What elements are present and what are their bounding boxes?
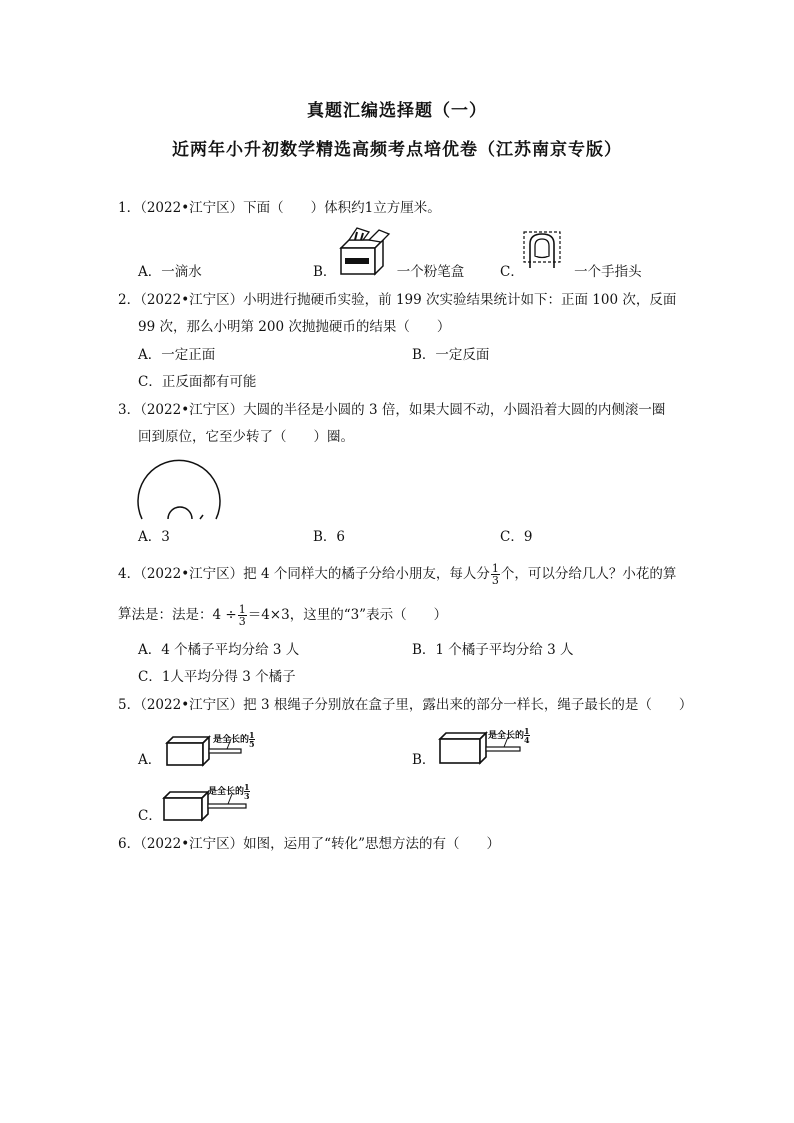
question-number: 4． bbox=[118, 566, 141, 582]
question-1 bbox=[118, 198, 441, 218]
question-text: 算 bbox=[118, 606, 132, 622]
fraction-numerator: 1 bbox=[249, 730, 255, 740]
q4-option-c[interactable]: C．1人平均分得 3 个橘子 bbox=[138, 669, 296, 685]
option-text: 一个手指头 bbox=[574, 264, 642, 280]
question-3 bbox=[118, 400, 665, 420]
label-text: 是全长的 bbox=[208, 787, 245, 797]
option-letter: C． bbox=[500, 264, 524, 280]
option-text: 一个粉笔盒 bbox=[396, 264, 465, 280]
question-number: 1． bbox=[118, 200, 141, 216]
option-letter: A． bbox=[138, 752, 162, 768]
question-text: 把 3 根绳子分别放在盒子里，露出来的部分一样长，绳子最长的是（ ） bbox=[243, 697, 693, 713]
question-text: 法是：4 ÷ bbox=[172, 607, 237, 623]
question-source: （2022•江宁区） bbox=[140, 402, 244, 418]
q1-option-c[interactable] bbox=[500, 262, 642, 282]
label-text: 是全长的 bbox=[488, 731, 525, 741]
question-text: 下面（ ）体积约1立方厘米。 bbox=[243, 200, 441, 216]
q3-option-b[interactable]: B．6 bbox=[313, 529, 346, 545]
q1-option-b[interactable] bbox=[313, 262, 464, 282]
q3-option-a[interactable]: A．3 bbox=[138, 529, 170, 545]
question-text: ＝4×3，这里的“3”表示（ ） bbox=[247, 607, 448, 623]
question-2-line2: 99 次，那么小明第 200 次抛抛硬币的结果（ ） bbox=[138, 319, 451, 335]
fraction-numerator: 1 bbox=[524, 726, 530, 736]
q5-option-c[interactable] bbox=[138, 806, 162, 826]
fraction bbox=[491, 563, 500, 586]
fraction-denominator: 5 bbox=[249, 739, 255, 749]
fraction bbox=[249, 731, 255, 748]
question-text: 把 4 个同样大的橘子分给小朋友，每人分 bbox=[243, 566, 490, 582]
question-5 bbox=[118, 695, 692, 715]
question-source: （2022•江宁区） bbox=[140, 836, 244, 852]
fraction bbox=[244, 783, 250, 800]
question-4-line2-body bbox=[118, 604, 447, 627]
fraction bbox=[238, 604, 247, 627]
option-letter: B． bbox=[412, 752, 436, 768]
option-letter: B． bbox=[313, 264, 337, 280]
question-number: 2． bbox=[118, 292, 141, 308]
page-subtitle: 近两年小升初数学精选高频考点培优卷（江苏南京专版） bbox=[172, 140, 622, 160]
fingertip-illustration bbox=[518, 228, 566, 272]
q2-option-b[interactable]: B．一定反面 bbox=[412, 347, 490, 363]
question-6 bbox=[118, 834, 500, 854]
fraction-denominator: 3 bbox=[491, 574, 499, 587]
fraction-numerator: 1 bbox=[491, 562, 499, 575]
option-letter: C． bbox=[138, 808, 162, 824]
question-4 bbox=[118, 563, 676, 586]
q1-option-a[interactable]: A．一滴水 bbox=[138, 264, 202, 280]
question-source: （2022•江宁区） bbox=[140, 697, 244, 713]
chalk-box-illustration bbox=[335, 226, 393, 278]
label-text: 是全长的 bbox=[213, 735, 250, 745]
question-number: 6． bbox=[118, 836, 141, 852]
question-text: 如图，运用了“转化”思想方法的有（ ） bbox=[243, 836, 500, 852]
question-number: 5． bbox=[118, 697, 141, 713]
fraction-numerator: 1 bbox=[244, 782, 250, 792]
q2-option-a[interactable]: A．一定正面 bbox=[138, 347, 216, 363]
q5-option-b[interactable] bbox=[412, 750, 435, 770]
question-number: 3． bbox=[118, 402, 141, 418]
question-source: （2022•江宁区） bbox=[140, 566, 244, 582]
question-3-line2: 回到原位，它至少转了（ ）圈。 bbox=[138, 429, 354, 445]
fraction-denominator: 4 bbox=[524, 735, 530, 745]
fraction bbox=[524, 727, 530, 744]
q3-option-c[interactable]: C．9 bbox=[500, 529, 533, 545]
circles-diagram bbox=[134, 455, 224, 521]
q4-option-b[interactable]: B．1 个橘子平均分给 3 人 bbox=[412, 642, 574, 658]
q4-option-a[interactable]: A．4 个橘子平均分给 3 人 bbox=[138, 642, 300, 658]
fraction-denominator: 3 bbox=[244, 791, 250, 801]
q5-option-a[interactable] bbox=[138, 750, 161, 770]
question-2 bbox=[118, 290, 676, 310]
question-text: 小明进行抛硬币实验，前 199 次实验结果统计如下：正面 100 次，反面 bbox=[243, 292, 677, 308]
q2-option-c[interactable]: C．正反面都有可能 bbox=[138, 374, 257, 390]
question-text: 大圆的半径是小圆的 3 倍，如果大圆不动，小圆沿着大圆的内侧滚一圈 bbox=[243, 402, 666, 418]
rope-c-label bbox=[208, 783, 250, 800]
page-title: 真题汇编选择题（一） bbox=[307, 101, 487, 121]
rope-a-label bbox=[213, 731, 255, 748]
question-text: 个，可以分给几人？小花的算 bbox=[500, 566, 677, 582]
rope-b-label bbox=[488, 727, 530, 744]
fraction-numerator: 1 bbox=[238, 603, 246, 616]
question-text: 法是： bbox=[131, 607, 172, 623]
fraction-denominator: 3 bbox=[238, 615, 246, 628]
question-source: （2022•江宁区） bbox=[140, 200, 244, 216]
question-source: （2022•江宁区） bbox=[140, 292, 244, 308]
